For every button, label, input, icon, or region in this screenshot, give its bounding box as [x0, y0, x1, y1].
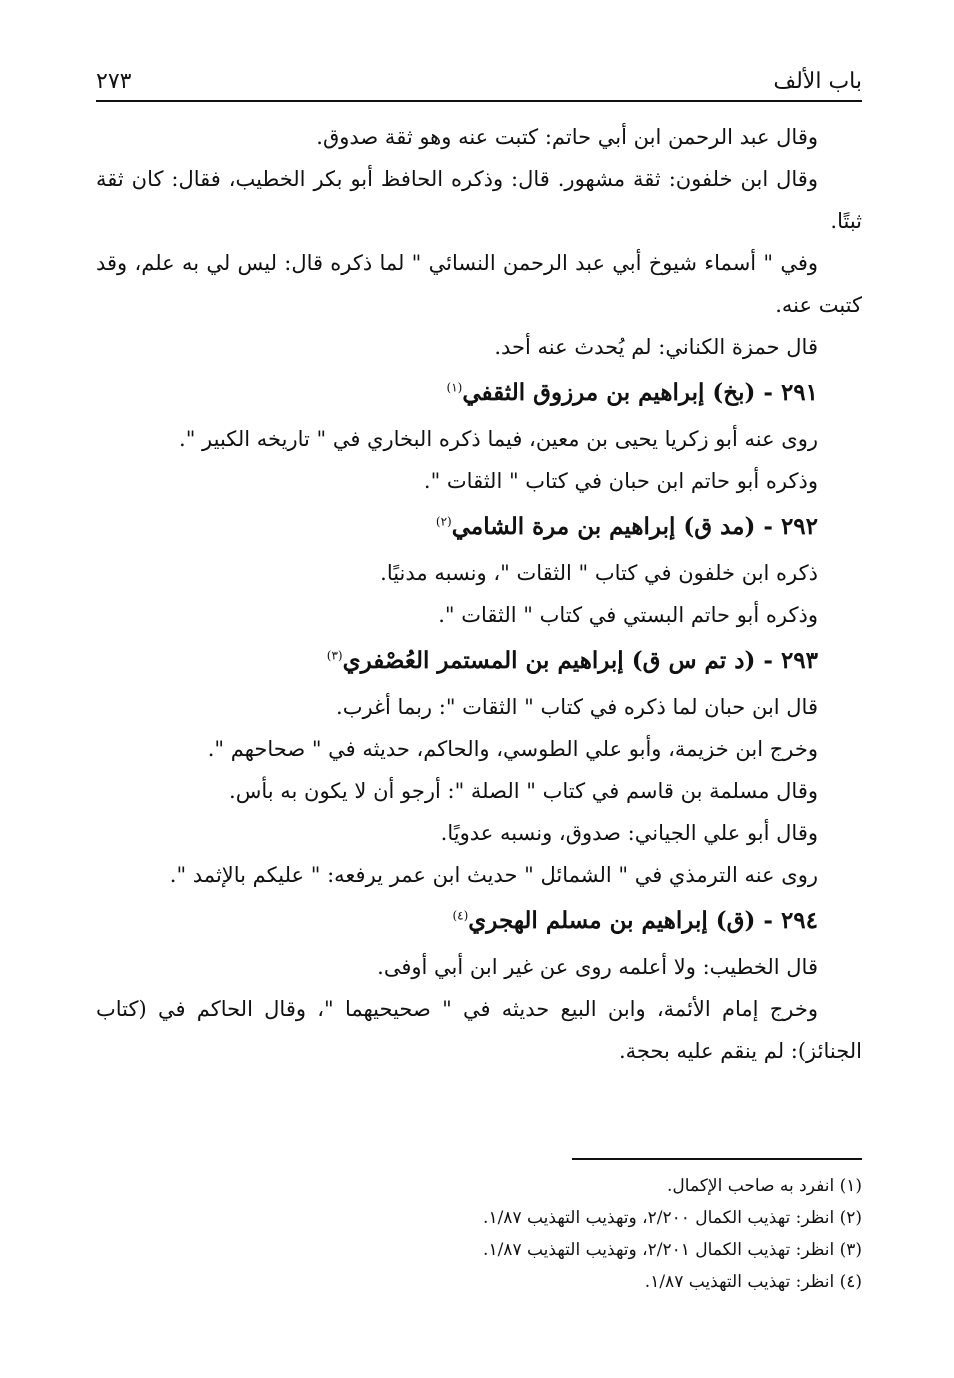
page-number: ٢٧٣: [96, 69, 132, 94]
paragraph: وفي " أسماء شيوخ أبي عبد الرحمن النسائي " لما ذكره قال: ليس لي به علم، وقد كتبت عنه.: [96, 251, 862, 317]
paragraph: قال الخطيب: ولا أعلمه روى عن غير ابن أبي أوفى.: [377, 955, 818, 979]
paragraph: قال ابن حبان لما ذكره في كتاب " الثقات ": ربما أغرب.: [336, 695, 818, 719]
paragraph: وقال ابن خلفون: ثقة مشهور. قال: وذكره الحافظ أبو بكر الخطيب، فقال: كان ثقة ثبتًا.: [96, 167, 862, 233]
running-header: [96, 60, 862, 102]
footnote-reference: (٣): [326, 648, 343, 663]
entry-heading: [96, 368, 862, 418]
footnote: (٣) انظر: تهذيب الكمال ٢/٢٠١، وتهذيب التهذيب ١/٨٧.: [483, 1240, 862, 1260]
paragraph: وذكره أبو حاتم البستي في كتاب " الثقات ".: [438, 603, 818, 627]
entry-heading-text: ٢٩٢ - (مد ق) إبراهيم بن مرة الشامي: [451, 513, 818, 540]
paragraph: روى عنه أبو زكريا يحيى بن معين، فيما ذكره البخاري في " تاريخه الكبير ".: [179, 427, 818, 451]
footnote-divider: [572, 1158, 862, 1160]
page: [96, 60, 862, 1378]
footnote-reference: (٢): [435, 514, 452, 529]
paragraph: وذكره أبو حاتم ابن حبان في كتاب " الثقات ".: [423, 469, 818, 493]
running-title: باب الألف: [773, 69, 862, 94]
footnote: (٢) انظر: تهذيب الكمال ٢/٢٠٠، وتهذيب التهذيب ١/٨٧.: [483, 1208, 862, 1228]
entry-heading: [96, 502, 862, 552]
entry-heading-text: ٢٩٣ - (د تم س ق) إبراهيم بن المستمر العُصْفري: [342, 647, 818, 674]
paragraph: وقال مسلمة بن قاسم في كتاب " الصلة ": أرجو أن لا يكون به بأس.: [229, 779, 818, 803]
entry-heading: [96, 636, 862, 686]
paragraph: ذكره ابن خلفون في كتاب " الثقات "، ونسبه مدنيًا.: [380, 561, 818, 585]
paragraph: روى عنه الترمذي في " الشمائل " حديث ابن عمر يرفعه: " عليكم بالإثمد ".: [169, 863, 818, 887]
paragraph: وخرج إمام الأئمة، وابن البيع حديثه في " صحيحيهما "، وقال الحاكم في (كتاب الجنائز): لم ينقم عليه بحجة.: [96, 997, 862, 1063]
footnote-reference: (٤): [452, 908, 469, 923]
footnote: (٤) انظر: تهذيب التهذيب ١/٨٧.: [644, 1272, 862, 1292]
paragraph: وخرج ابن خزيمة، وأبو علي الطوسي، والحاكم، حديثه في " صحاحهم ".: [207, 737, 818, 761]
footnote-reference: (١): [446, 380, 463, 395]
paragraph: وقال أبو علي الجياني: صدوق، ونسبه عدويًا.: [440, 821, 818, 845]
paragraph: وقال عبد الرحمن ابن أبي حاتم: كتبت عنه وهو ثقة صدوق.: [316, 125, 818, 149]
footnotes: [96, 1158, 862, 1298]
entry-heading: [96, 896, 862, 946]
main-text: [96, 116, 862, 1072]
footnote: (١) انفرد به صاحب الإكمال.: [667, 1176, 862, 1196]
entry-heading-text: ٢٩٤ - (ق) إبراهيم بن مسلم الهجري: [468, 907, 818, 934]
entry-heading-text: ٢٩١ - (بخ) إبراهيم بن مرزوق الثقفي: [462, 379, 818, 406]
paragraph: قال حمزة الكناني: لم يُحدث عنه أحد.: [494, 335, 818, 359]
